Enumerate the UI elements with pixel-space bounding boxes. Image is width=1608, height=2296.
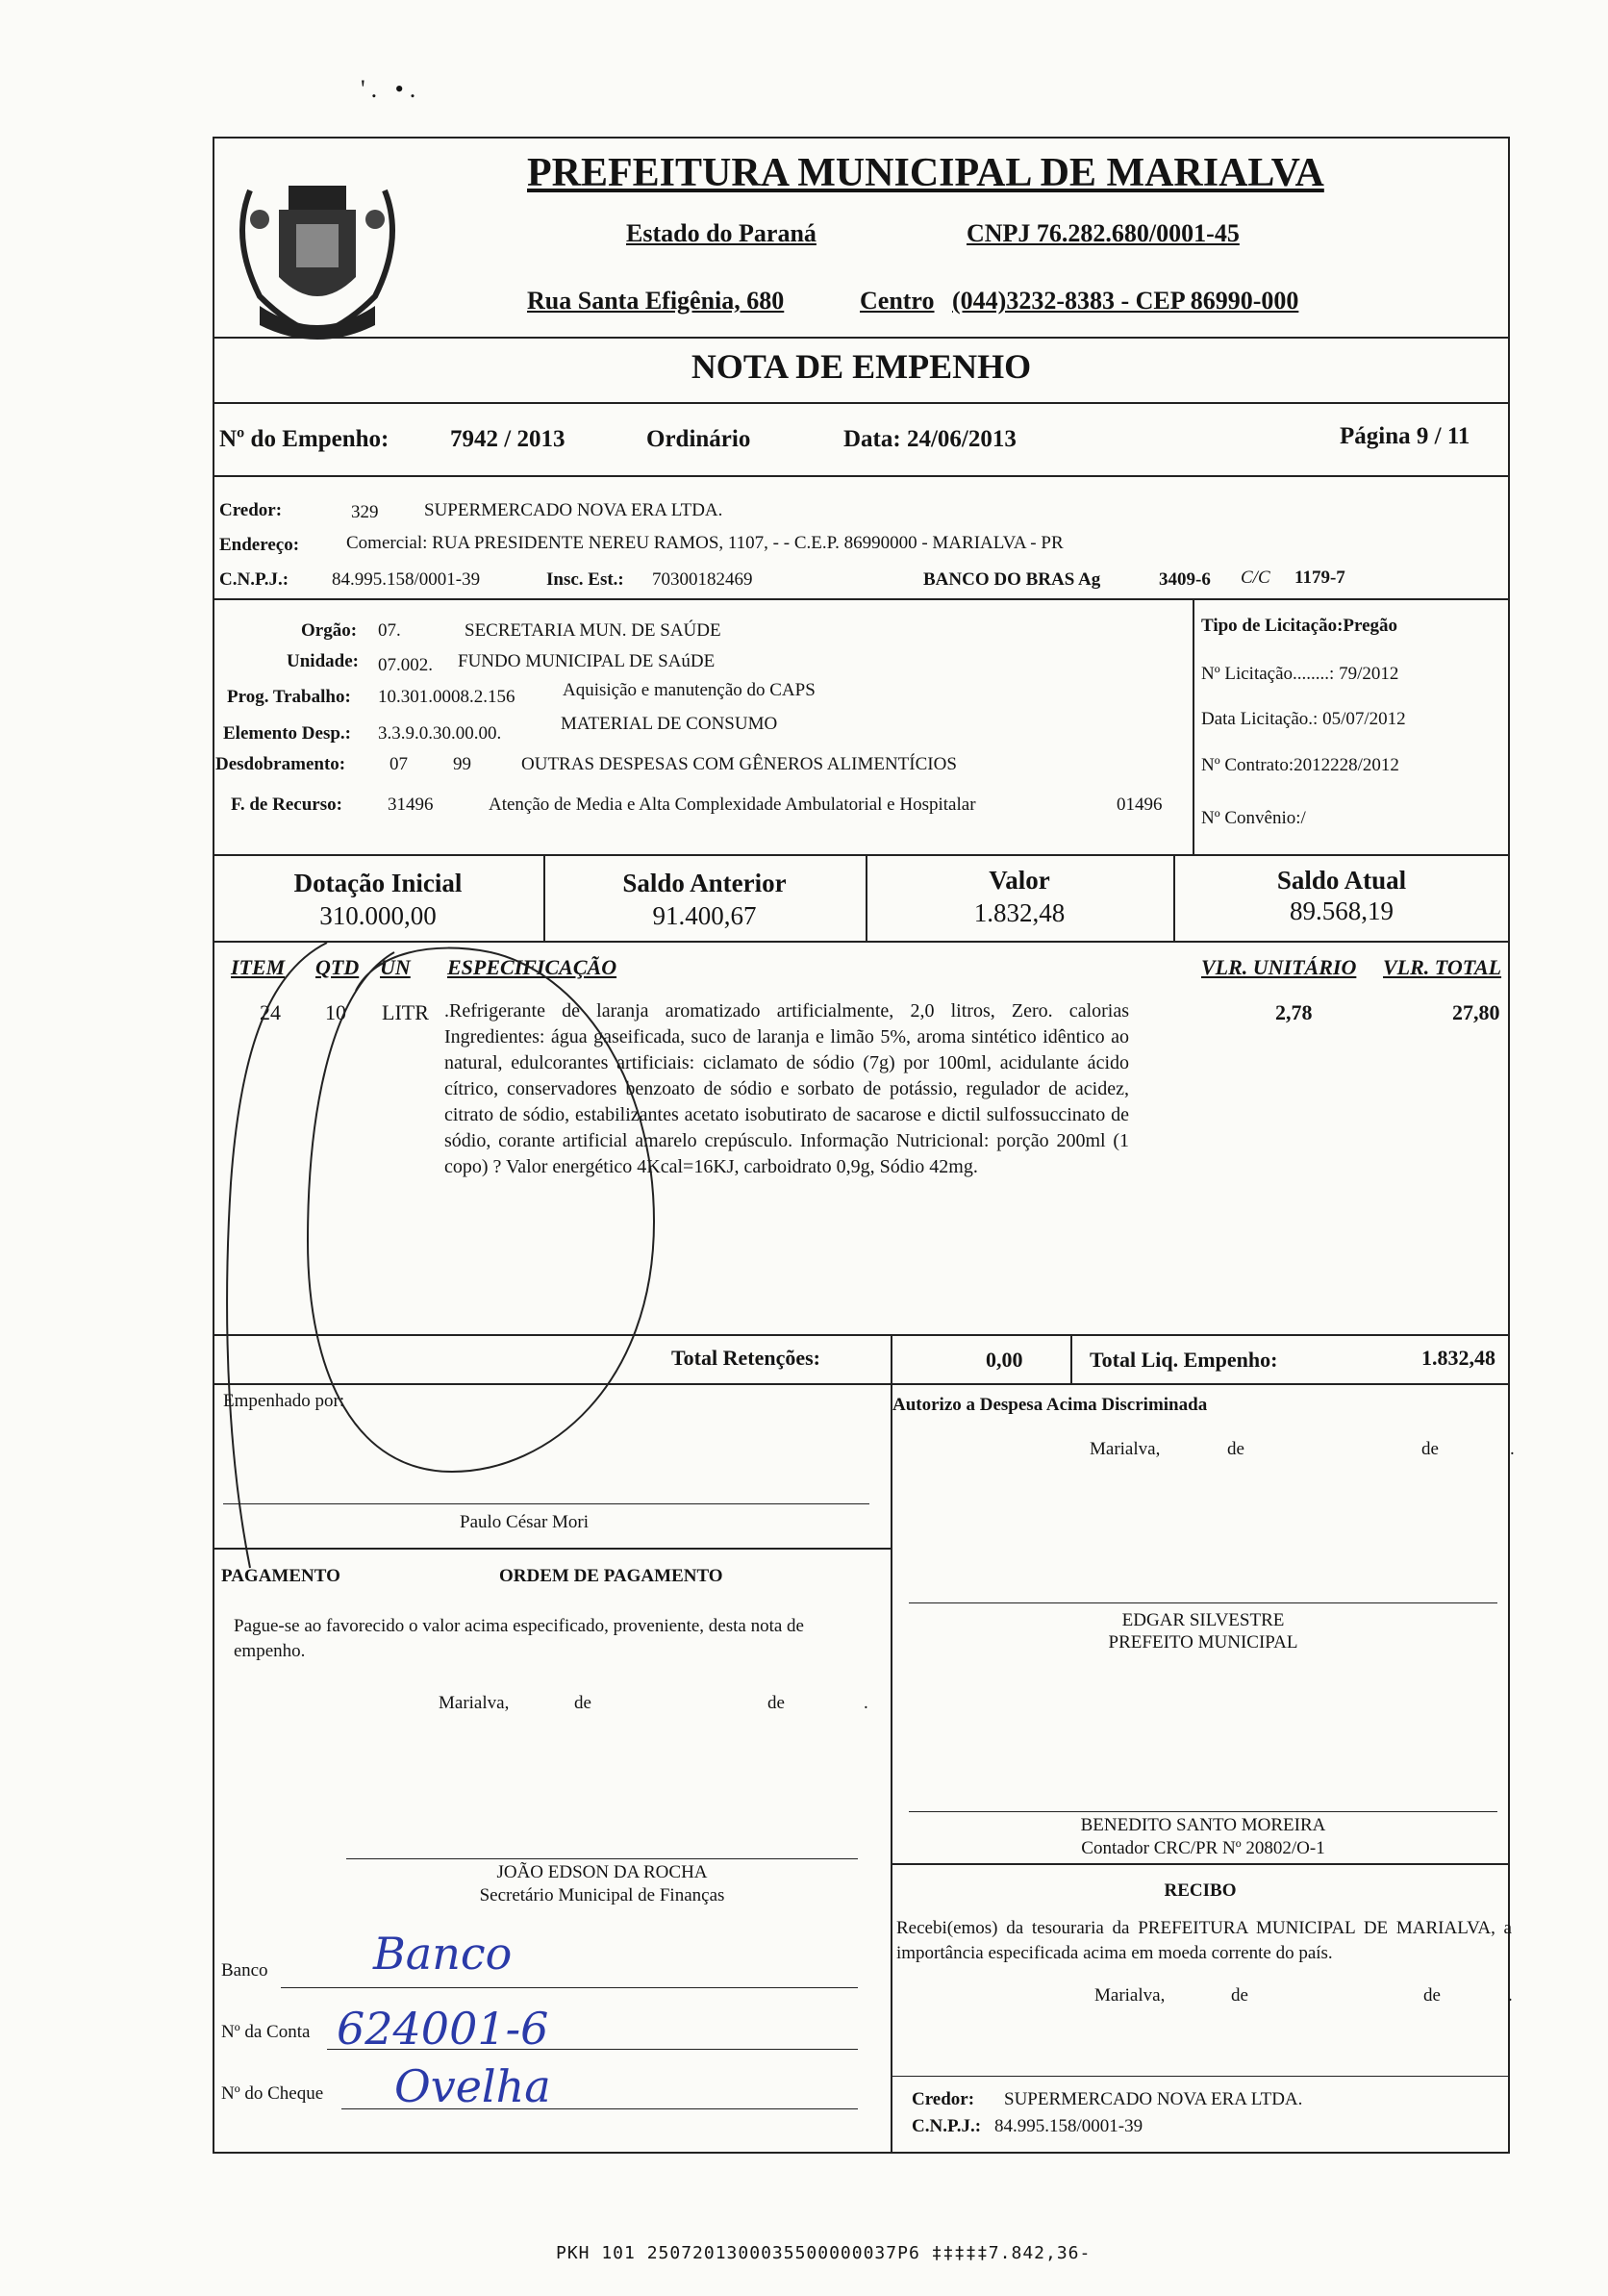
unidade-name: FUNDO MUNICIPAL DE SAúDE <box>458 651 716 671</box>
cnpj-field-value: 84.995.158/0001-39 <box>332 569 481 590</box>
endereco-value: Comercial: RUA PRESIDENTE NEREU RAMOS, 1107, - - C.E.P. 86990000 - MARIALVA - PR <box>346 533 1064 553</box>
fonte-name: Atenção de Media e Alta Complexidade Ambulatorial e Hospitalar <box>489 795 976 815</box>
col-header-unit: VLR. UNITÁRIO <box>1201 955 1357 979</box>
pagamento-text: Pague-se ao favorecido o valor acima especificado, proveniente, desta nota de empenho. <box>234 1616 804 1661</box>
empenho-number: 7942 / 2013 <box>450 426 565 452</box>
divider <box>891 1334 892 1383</box>
insc-label: Insc. Est.: <box>546 569 624 590</box>
autorizo-end: . <box>1510 1439 1515 1459</box>
endereco-label: Endereço: <box>219 535 300 555</box>
pagamento-label: PAGAMENTO <box>221 1566 340 1586</box>
recibo-de1: de <box>1231 1985 1248 2006</box>
recibo-credor-value: SUPERMERCADO NOVA ERA LTDA. <box>1004 2089 1303 2109</box>
recibo-end: . <box>1508 1985 1513 2006</box>
col-header-spec: ESPECIFICAÇÃO <box>447 955 617 979</box>
dotacao-inicial-value: 310.000,00 <box>319 901 437 930</box>
signature-line <box>909 1602 1497 1603</box>
divider <box>1070 1334 1072 1383</box>
elemento-code: 3.3.9.0.30.00.00. <box>378 723 502 744</box>
credor-code: 329 <box>351 502 379 522</box>
recibo-de2: de <box>1423 1985 1441 2006</box>
empenho-type: Ordinário <box>646 426 751 452</box>
cnpj-field-label: C.N.P.J.: <box>219 569 289 590</box>
banco-line <box>281 1987 858 1988</box>
licitacao-contrato: Nº Contrato:2012228/2012 <box>1201 755 1399 775</box>
divider <box>213 854 1510 856</box>
saldo-anterior-value: 91.400,67 <box>652 901 757 930</box>
ordem-label: ORDEM DE PAGAMENTO <box>499 1566 723 1586</box>
cheque-signature: Ovelha <box>394 2060 551 2112</box>
table-cell-un: LITR <box>382 1000 429 1024</box>
col-header-total: VLR. TOTAL <box>1383 955 1502 979</box>
banco-signature: Banco <box>373 1928 513 1980</box>
col-header-qtd: QTD <box>315 955 360 979</box>
licitacao-data: Data Licitação.: 05/07/2012 <box>1201 709 1406 729</box>
conta-signature: 624001-6 <box>337 2003 549 2055</box>
bank-name: BANCO DO BRAS Ag <box>923 569 1101 590</box>
prefeito-name: EDGAR SILVESTRE <box>1121 1610 1285 1630</box>
cc-value: 1179-7 <box>1294 568 1345 588</box>
cc-label: C/C <box>1241 568 1270 588</box>
valor-label: Valor <box>989 866 1050 895</box>
empenhado-signer: Paulo César Mori <box>460 1512 590 1532</box>
pagamento-end: . <box>864 1693 868 1713</box>
desdob-label: Desdobramento: <box>215 754 346 774</box>
unidade-code: 07.002. <box>378 655 433 675</box>
secretario-name: JOÃO EDSON DA ROCHA <box>496 1862 708 1882</box>
desdob-code: 07 <box>389 754 408 774</box>
municipal-crest-icon <box>231 152 404 344</box>
page-title: PREFEITURA MUNICIPAL DE MARIALVA <box>527 151 1324 195</box>
dotacao-inicial-label: Dotação Inicial <box>293 869 463 897</box>
orgao-name: SECRETARIA MUN. DE SAÚDE <box>465 620 721 641</box>
pen-loop-mark <box>212 933 673 1587</box>
phone-cep-label: (044)3232-8383 - CEP 86990-000 <box>952 287 1299 315</box>
table-cell-qtd: 10 <box>325 1000 346 1024</box>
autorizo-de2: de <box>1421 1439 1439 1459</box>
divider <box>1193 598 1194 854</box>
recibo-credor-label: Credor: <box>912 2089 975 2109</box>
state-label: Estado do Paraná <box>626 219 817 247</box>
prefeito-role: PREFEITO MUNICIPAL <box>1108 1632 1298 1653</box>
saldo-atual-value: 89.568,19 <box>1290 896 1394 925</box>
pagamento-place: Marialva, <box>439 1693 510 1713</box>
fonte-num: 01496 <box>1117 795 1163 815</box>
table-cell-unit-value: 2,78 <box>1275 1000 1313 1024</box>
contador-role: Contador CRC/PR Nº 20802/O-1 <box>1081 1838 1325 1858</box>
table-cell-item: 24 <box>260 1000 281 1024</box>
divider <box>213 598 1510 600</box>
secretario-role: Secretário Municipal de Finanças <box>479 1885 725 1905</box>
orgao-code: 07. <box>378 620 401 641</box>
contador-name: BENEDITO SANTO MOREIRA <box>1080 1815 1326 1835</box>
divider <box>891 2076 1510 2077</box>
bottom-stamp: PKH 101 2507201300035500000037P6 ‡‡‡‡‡7.842,36- <box>556 2243 1092 2263</box>
conta-label: Nº da Conta <box>221 2022 311 2042</box>
elemento-name: MATERIAL DE CONSUMO <box>561 714 778 734</box>
divider <box>891 1863 1510 1865</box>
recibo-place: Marialva, <box>1094 1985 1166 2006</box>
pagamento-de1: de <box>574 1693 591 1713</box>
signature-line <box>346 1858 858 1859</box>
autorizo-de1: de <box>1227 1439 1244 1459</box>
bank-agency: 3409-6 <box>1159 569 1211 590</box>
divider <box>213 337 1510 339</box>
recibo-title: RECIBO <box>1164 1880 1237 1901</box>
saldo-atual-label: Saldo Atual <box>1276 866 1407 895</box>
page-number: Página 9 / 11 <box>1340 423 1470 449</box>
address-label: Rua Santa Efigênia, 680 <box>527 287 785 315</box>
orgao-label: Orgão: <box>301 620 358 641</box>
prog-label: Prog. Trabalho: <box>227 687 351 707</box>
autorizo-place: Marialva, <box>1090 1439 1161 1459</box>
retencoes-value: 0,00 <box>986 1348 1023 1372</box>
banco-label: Banco <box>221 1960 268 1981</box>
licitacao-numero: Nº Licitação........: 79/2012 <box>1201 664 1399 684</box>
licitacao-tipo: Tipo de Licitação:Pregão <box>1201 616 1398 636</box>
unidade-label: Unidade: <box>287 651 359 671</box>
prog-code: 10.301.0008.2.156 <box>378 687 515 707</box>
cheque-label: Nº do Cheque <box>221 2083 324 2104</box>
table-cell-total-value: 27,80 <box>1452 1000 1500 1024</box>
recibo-cnpj-value: 84.995.158/0001-39 <box>994 2116 1143 2136</box>
recibo-text: Recebi(emos) da tesouraria da PREFEITURA MUNICIPAL DE MARIALVA, a importância especificada acima em moeda corrente do país. <box>896 1918 1512 1963</box>
top-marks: '. •. <box>361 75 422 103</box>
recibo-cnpj-label: C.N.P.J.: <box>912 2116 982 2136</box>
insc-value: 70300182469 <box>652 569 753 590</box>
elemento-label: Elemento Desp.: <box>223 723 351 744</box>
liq-value: 1.832,48 <box>1421 1346 1495 1370</box>
prog-name: Aquisição e manutenção do CAPS <box>563 680 816 700</box>
col-header-item: ITEM <box>231 955 286 979</box>
credor-label: Credor: <box>219 500 283 520</box>
district-label: Centro <box>860 287 935 315</box>
divider <box>213 402 1510 404</box>
empenhado-label: Empenhado por: <box>223 1391 345 1411</box>
signature-line <box>909 1811 1497 1812</box>
fonte-code: 31496 <box>388 795 434 815</box>
desdob-sub: 99 <box>453 754 471 774</box>
retencoes-label: Total Retenções: <box>671 1346 820 1370</box>
valor-value: 1.832,48 <box>973 898 1066 927</box>
table-cell-spec: .Refrigerante de laranja aromatizado artificialmente, 2,0 litros, Zero. calorias Ingredientes: água gaseificada, suco de laranja e limão 5%, aroma sintético idêntico ao natural, edulcorantes artificiais: ciclamato de sódio (7g) por 100ml, acidulante ácido cítrico, conservadores benzoato de sódio e sorbato de potássio, regulador de acidez, citrato de sódio, estabilizantes acetato isobutirato de sacarose e dictil sulfossuccinato de sódio, corante artificial amarelo crepúsculo. Informação Nutricional: porção 200ml (1 copo) ? Valor energético 4Kcal=16KJ, carboidrato 0,9g, Sódio 42mg. <box>444 1000 1129 1177</box>
cnpj-label: CNPJ 76.282.680/0001-45 <box>967 219 1240 247</box>
credor-name: SUPERMERCADO NOVA ERA LTDA. <box>424 500 723 520</box>
pagamento-de2: de <box>767 1693 785 1713</box>
empenho-date: Data: 24/06/2013 <box>843 426 1017 452</box>
saldo-anterior-label: Saldo Anterior <box>622 869 787 897</box>
divider <box>213 475 1510 477</box>
fonte-label: F. de Recurso: <box>231 795 342 815</box>
liq-label: Total Liq. Empenho: <box>1090 1348 1278 1372</box>
empenho-label: Nº do Empenho: <box>219 426 389 452</box>
document-title: NOTA DE EMPENHO <box>691 347 1032 386</box>
divider <box>891 1383 892 2153</box>
licitacao-convenio: Nº Convênio:/ <box>1201 808 1306 828</box>
desdob-name: OUTRAS DESPESAS COM GÊNEROS ALIMENTÍCIOS <box>521 754 957 774</box>
col-header-un: UN <box>380 955 411 979</box>
autorizo-title: Autorizo a Despesa Acima Discriminada <box>892 1395 1208 1415</box>
